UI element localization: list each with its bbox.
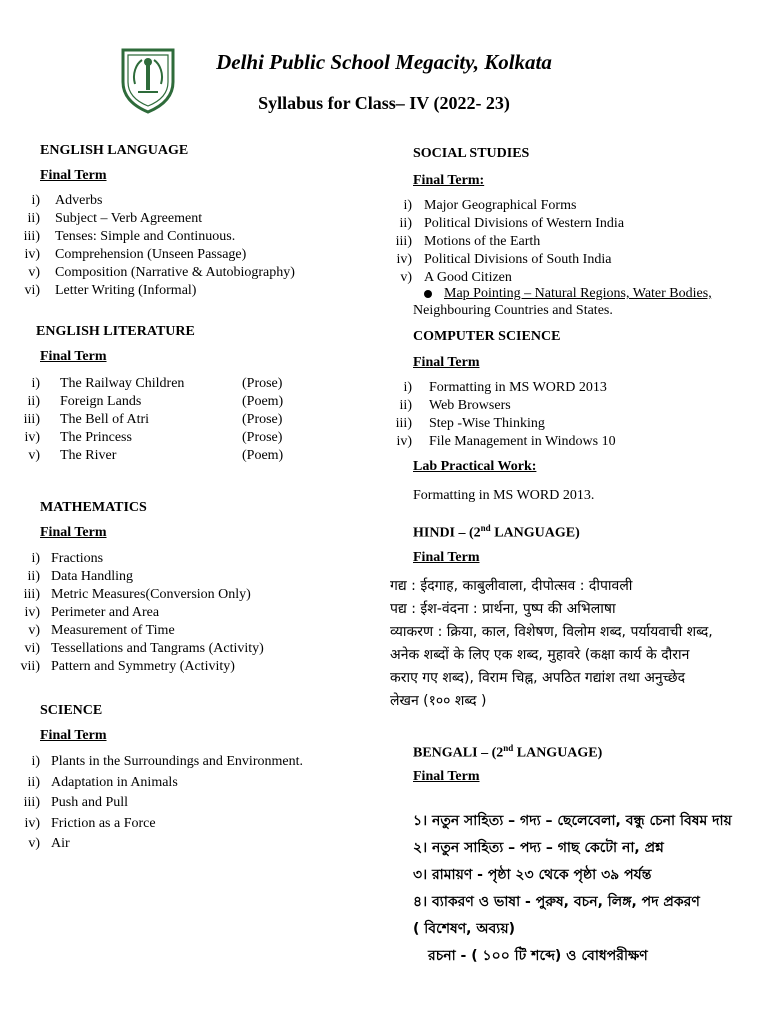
lab-practical-text: Formatting in MS WORD 2013. <box>413 488 595 503</box>
hindi-line: लेखन (१०० शब्द ) <box>390 693 487 709</box>
english-language-term: Final Term <box>40 168 107 183</box>
english-literature-heading: ENGLISH LITERATURE <box>36 324 195 339</box>
hindi-line: कराए गए शब्द), विराम चिह्न, अपठित गद्यांश तथा अनुच्छेद <box>390 670 686 686</box>
lab-practical-heading: Lab Practical Work: <box>413 459 537 474</box>
hindi-line: व्याकरण : क्रिया, काल, विशेषण, विलोम शब्द, पर्यायवाची शब्द, <box>390 624 713 640</box>
social-studies-heading: SOCIAL STUDIES <box>413 146 530 161</box>
bengali-line: ৩। রামায়ণ - পৃষ্ঠা ২৩ থেকে পৃষ্ঠা ৩৯ পর্যন্ত <box>413 867 652 883</box>
bengali-line: ৪। ব্যাকরণ ও ভাষা - পুরুষ, বচন, লিঙ্গ, পদ প্রকরণ <box>413 894 700 910</box>
map-pointing-line <box>424 286 712 302</box>
map-pointing-label: Map Pointing – Natural Regions, Water Bodies, <box>444 286 712 301</box>
bengali-content <box>413 808 763 970</box>
computer-science-term: Final Term <box>413 355 480 370</box>
bengali-heading: BENGALI – (2nd LANGUAGE) <box>413 743 603 761</box>
english-literature-term: Final Term <box>40 349 107 364</box>
science-term: Final Term <box>40 728 107 743</box>
hindi-term: Final Term <box>413 550 480 565</box>
hindi-line: गद्य : ईदगाह, काबुलीवाला, दीपोत्सव : दीपावली <box>390 578 633 594</box>
science-heading: SCIENCE <box>40 703 103 718</box>
hindi-heading: HINDI – (2nd LANGUAGE) <box>413 523 580 541</box>
hindi-line: अनेक शब्दों के लिए एक शब्द, मुहावरे (कक्षा कार्य के दौरान <box>390 647 690 663</box>
hindi-line: पद्य : ईश-वंदना : प्रार्थना, पुष्प की अभिलाषा <box>390 601 616 617</box>
map-pointing-cont: Neighbouring Countries and States. <box>413 303 613 318</box>
bengali-line: ২। নতুন সাহিত্য – পদ্য – গাছ কেটো না, প্রশ্ন <box>413 840 664 856</box>
mathematics-term: Final Term <box>40 525 107 540</box>
mathematics-heading: MATHEMATICS <box>40 500 147 515</box>
english-language-heading: ENGLISH LANGUAGE <box>40 143 189 158</box>
bengali-line: ১। নতুন সাহিত্য – গদ্য – ছেলেবেলা, বন্ধু চেনা বিষম দায় <box>413 813 732 829</box>
computer-science-heading: COMPUTER SCIENCE <box>413 329 561 344</box>
bullet-icon <box>424 290 432 298</box>
school-name: Delhi Public School Megacity, Kolkata <box>216 50 552 74</box>
social-studies-term: Final Term: <box>413 173 485 188</box>
bengali-line: ( বিশেষণ, অব্যয়) <box>413 921 515 937</box>
bengali-term: Final Term <box>413 769 480 784</box>
hindi-content <box>390 575 765 713</box>
bengali-line: রচনা - ( ১০০ টি শব্দে) ও বোধপরীক্ষণ <box>428 948 648 964</box>
syllabus-title: Syllabus for Class– IV (2022- 23) <box>258 93 510 113</box>
